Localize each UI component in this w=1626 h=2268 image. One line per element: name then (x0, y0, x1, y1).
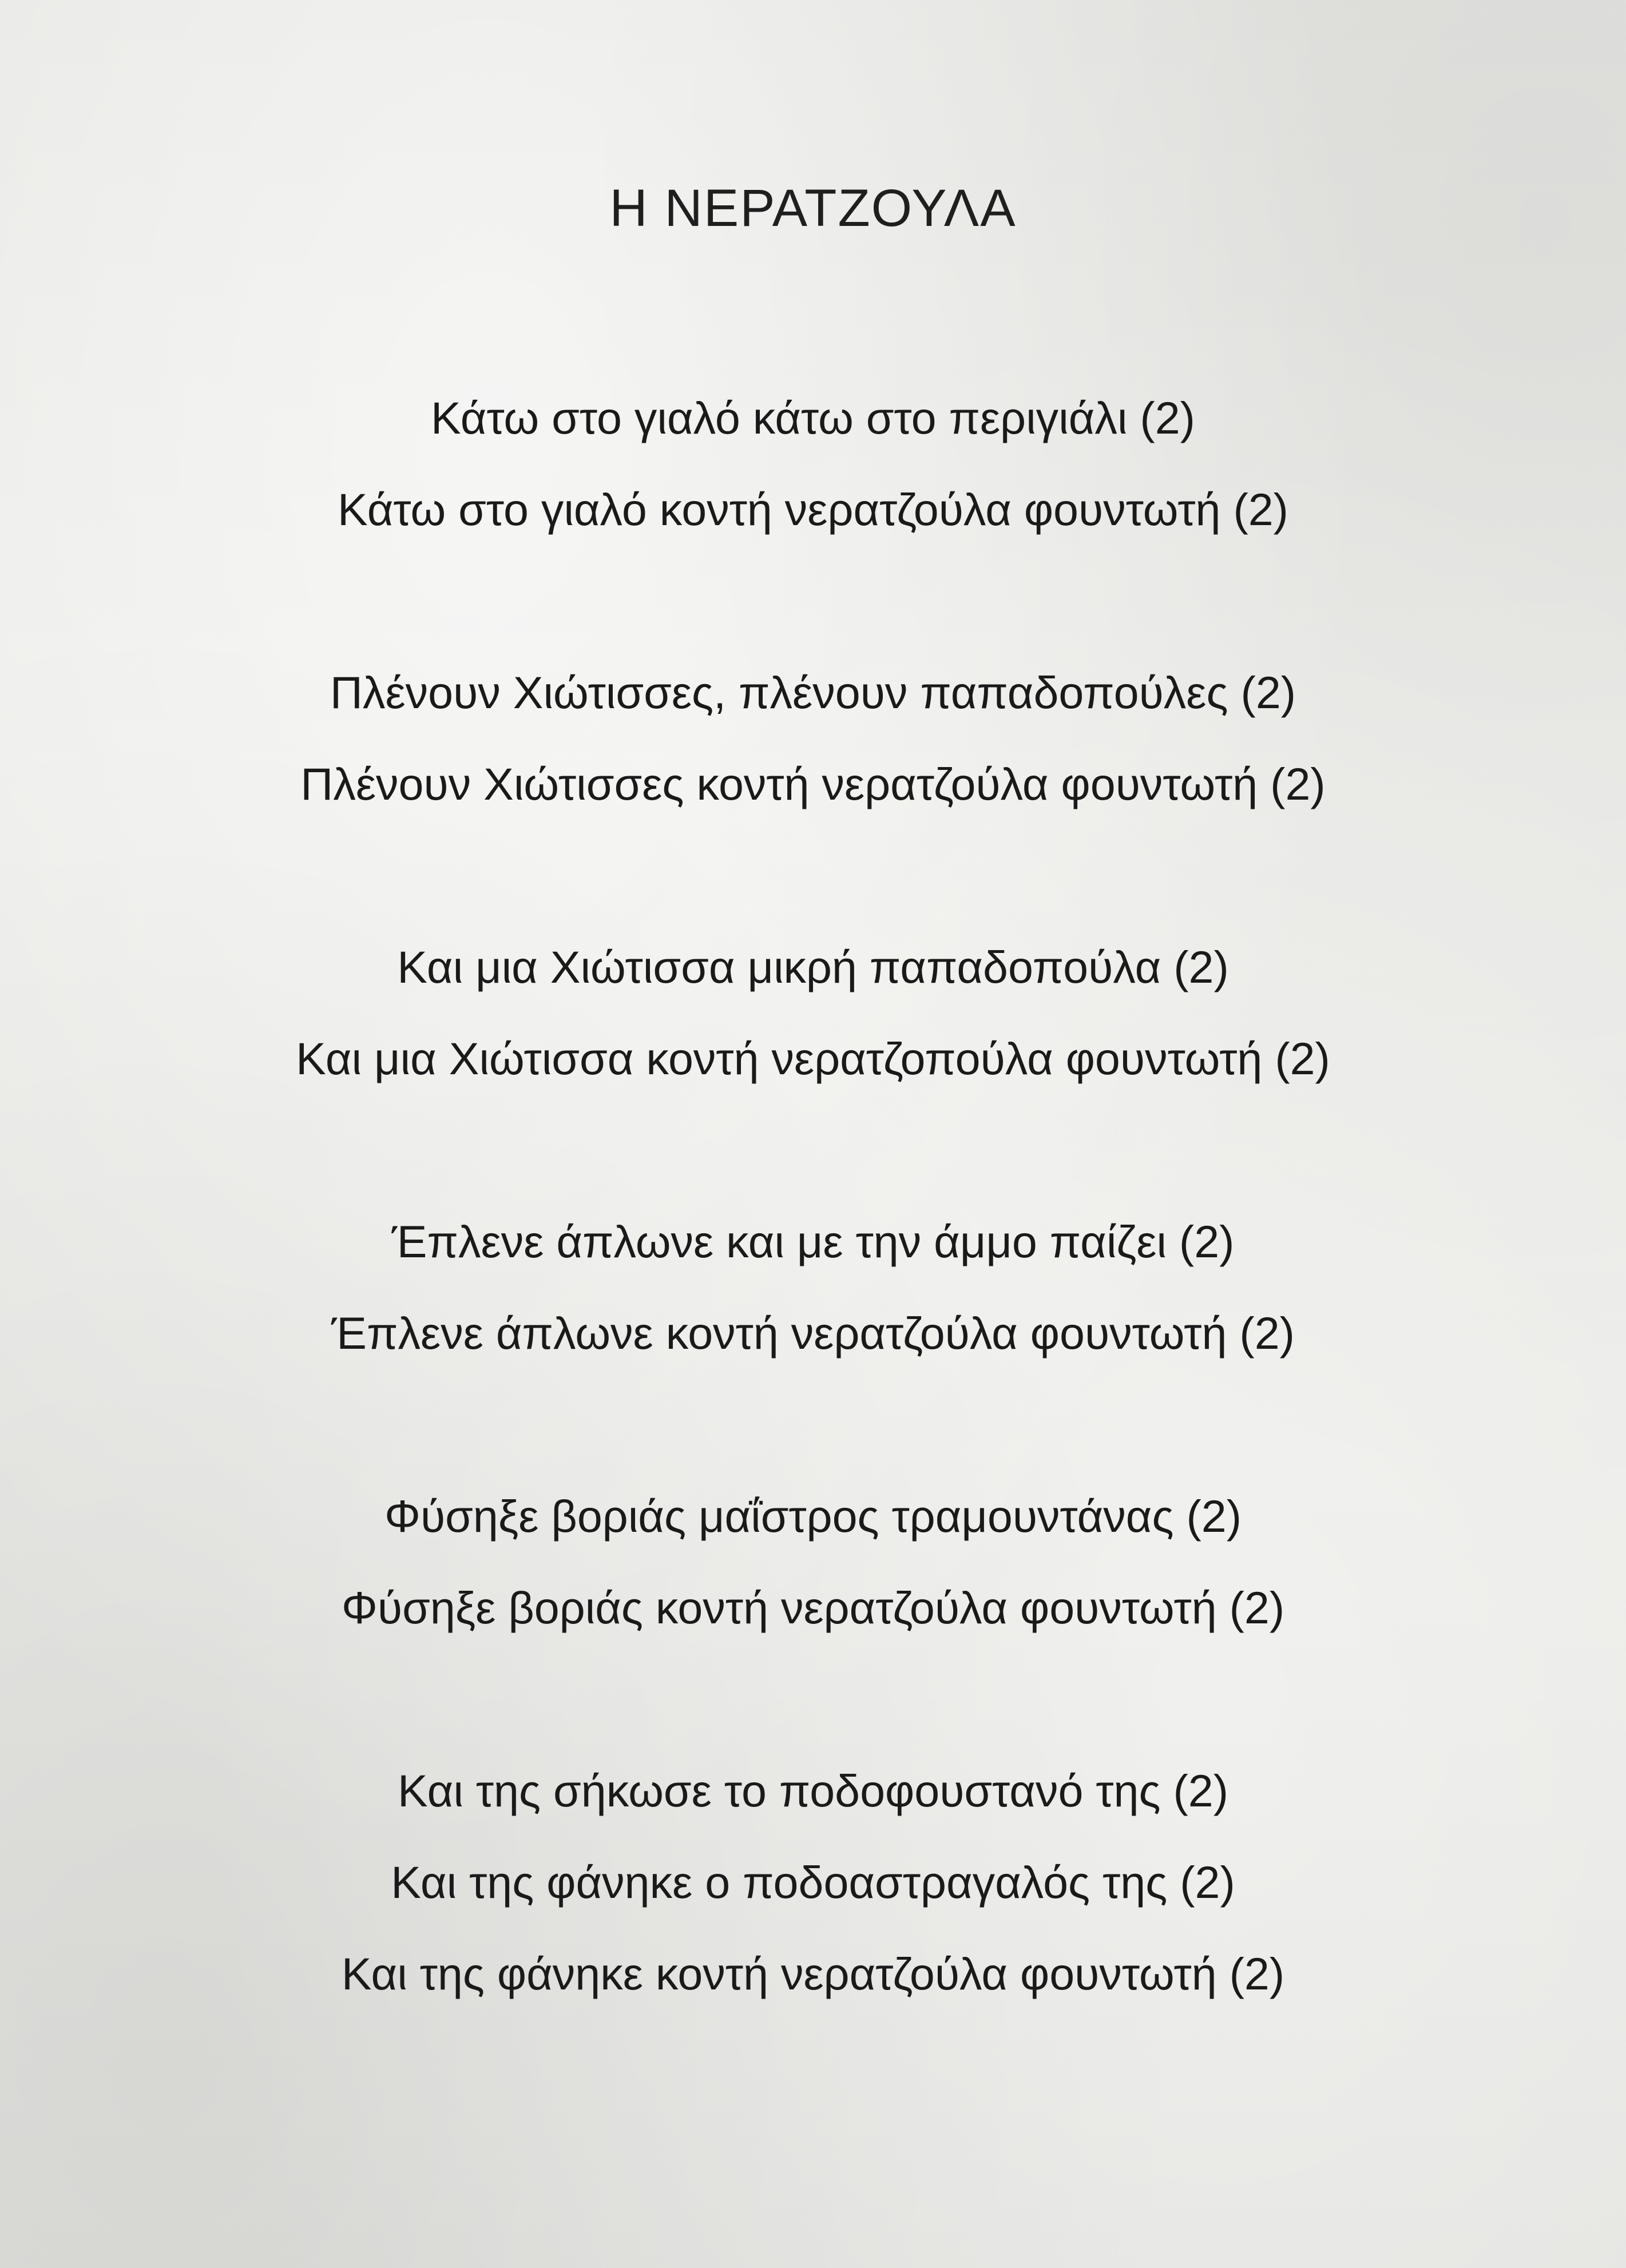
stanza-6-line-1: Και της σήκωσε το ποδοφουστανό της (2) (397, 1765, 1229, 1816)
stanza-4-line-1: Έπλενε άπλωνε και με την άμμο παίζει (2) (391, 1216, 1235, 1267)
stanza-3-line-2: Και μια Χιώτισσα κοντή νερατζοπούλα φουντωτή (2) (296, 1033, 1330, 1084)
stanza-6-line-3: Και της φάνηκε κοντή νερατζούλα φουντωτή (2) (341, 1948, 1285, 1999)
stanza-5-line-1: Φύσηξε βοριάς μαΐστρος τραμουντάνας (2) (384, 1491, 1242, 1542)
stanza-2-line-2: Πλένουν Χιώτισσες κοντή νερατζούλα φουντωτή (2) (300, 758, 1326, 809)
stanza-6-line-2: Και της φάνηκε ο ποδοαστραγαλός της (2) (391, 1857, 1235, 1908)
stanza-4-line-2: Έπλενε άπλωνε κοντή νερατζούλα φουντωτή (2) (331, 1308, 1295, 1359)
stanza-2-line-1: Πλένουν Χιώτισσες, πλένουν παπαδοπούλες (2) (330, 667, 1296, 718)
stanza-1-line-2: Κάτω στο γιαλό κοντή νερατζούλα φουντωτή (2) (337, 484, 1288, 535)
stanza-3-line-1: Και μια Χιώτισσα μικρή παπαδοπούλα (2) (397, 942, 1229, 992)
stanza-5-line-2: Φύσηξε βοριάς κοντή νερατζούλα φουντωτή (2) (341, 1582, 1285, 1633)
stanza-1-line-1: Κάτω στο γιαλό κάτω στο περιγιάλι (2) (431, 392, 1195, 443)
song-title: Η ΝΕΡΑΤΖΟΥΛΑ (609, 179, 1017, 237)
